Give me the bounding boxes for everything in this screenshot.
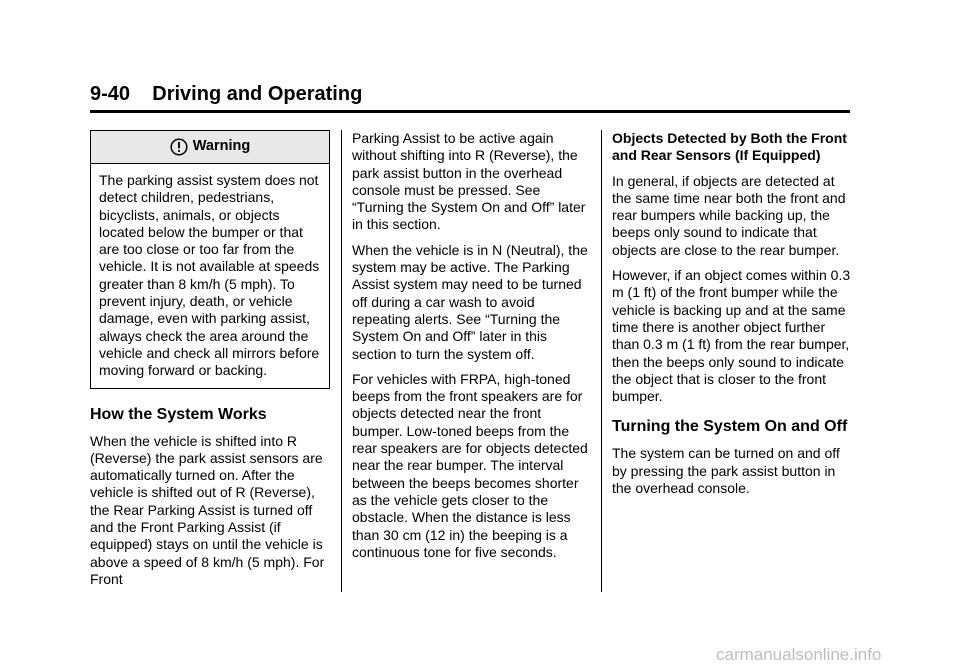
column-3	[612, 130, 852, 505]
watermark: carmanualsonline.info	[716, 645, 882, 664]
paragraph: The system can be turned on and off by pressing the park assist button in the overhead console.	[612, 445, 840, 497]
page-header	[90, 82, 850, 113]
paragraph: When the vehicle is in N (Neutral), the system may be active. The Parking Assist system may need to be turned off during a car wash to avoid repeating alerts. See “Turning the System On and Off” later in this section to turn the system off.	[352, 241, 588, 362]
warning-text: The parking assist system does not detect children, pedestrians, bicyclists, animals, or objects located below the bumper or that are too close or too far from the vehicle. It is not available at speeds greater than 8 km/h (5 mph). To prevent injury, death, or vehicle damage, even with parking assist, always check the area around the vehicle and check all mirrors before moving forward or backing.	[99, 172, 320, 379]
warning-title: Warning	[192, 138, 251, 155]
page-number: 9-40	[90, 83, 131, 105]
warning-icon	[170, 138, 188, 156]
heading-turning-system-on-off: Turning the System On and Off	[612, 418, 848, 436]
heading-objects-detected: Objects Detected by Both the Front and Rear Sensors (If Equipped)	[612, 130, 847, 164]
paragraph: However, if an object comes within 0.3 m (1 ft) of the front bumper while the vehicle is backing up and at the same time there is another object further than 0.3 m (1 ft) from the rear bumper, then the beeps only sound to indicate the object that is closer to the front bumper.	[612, 267, 851, 405]
section-title: Driving and Operating	[152, 83, 363, 105]
paragraph: When the vehicle is shifted into R (Reverse) the park assist sensors are automatically turned on. After the vehicle is shifted out of R (Reverse), the Rear Parking Assist is turned off and the Front Parking Assist (if equipped) stays on until the vehicle is above a speed of 8 km/h (5 mph). For Front	[90, 432, 325, 587]
column-divider	[341, 130, 342, 592]
heading-how-system-works: How the System Works	[90, 405, 267, 423]
paragraph: Parking Assist to be active again without shifting into R (Reverse), the park assist button in the overhead console must be pressed. See “Turning the System On and Off” later in this section.	[352, 130, 586, 233]
paragraph: For vehicles with FRPA, high-toned beeps from the front speakers are for objects detected near the front bumper. Low-toned beeps from the rear speakers are for objects detected near the rear bumper. The interval between the beeps becomes shorter as the vehicle gets closer to the obstacle. When the distance is less than 30 cm (12 in) the beeping is a continuous tone for five seconds.	[352, 370, 588, 560]
column-1	[90, 130, 330, 596]
paragraph: In general, if objects are detected at the same time near both the front and rear bumpers while backing up, the beeps only sound to indicate that objects are close to the rear bumper.	[612, 172, 846, 258]
column-2	[352, 130, 592, 569]
column-divider	[601, 130, 602, 592]
warning-box	[90, 130, 330, 389]
warning-header	[91, 131, 329, 164]
